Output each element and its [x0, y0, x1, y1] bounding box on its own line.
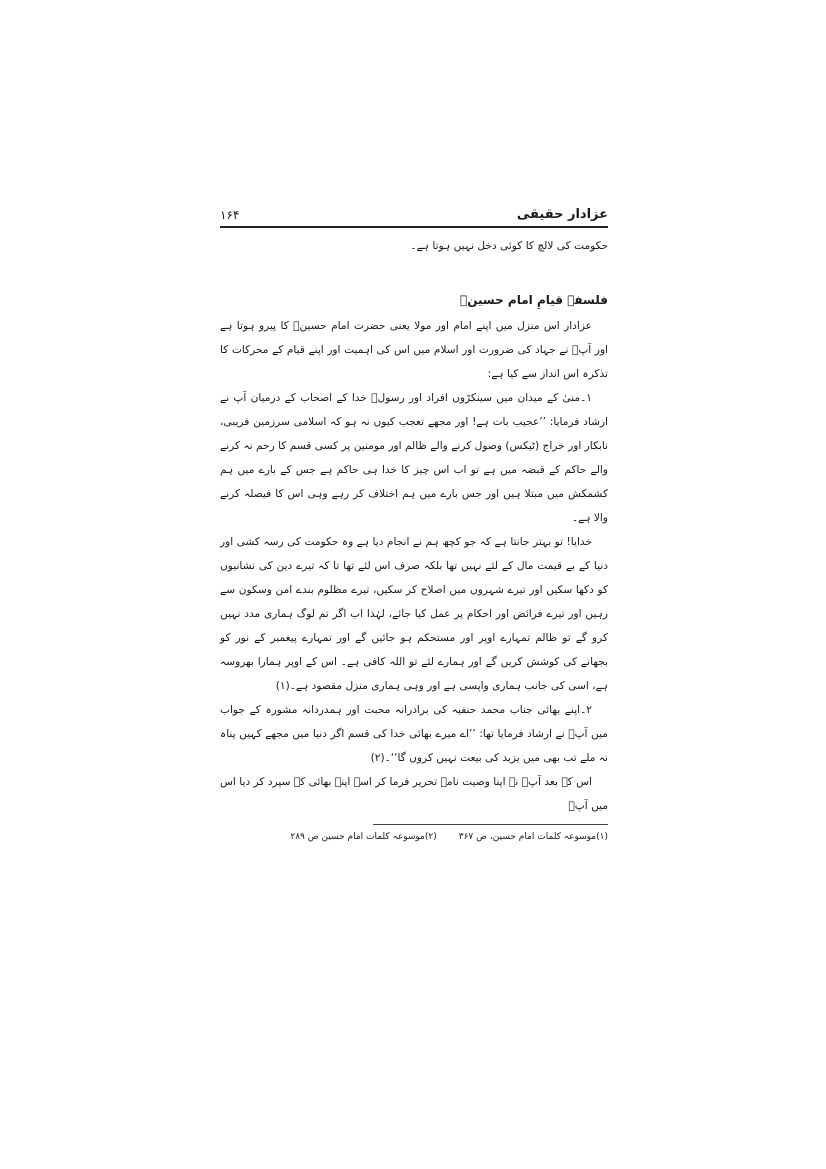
section-heading: فلسفۂ قیامِ امام حسینؑ	[460, 293, 608, 307]
continuation-line: حکومت کی لالچ کا کوئی دخل نہیں ہوتا ہے۔	[410, 240, 608, 252]
quote-paragraph-2: ۲۔اپنے بھائی جناب محمد حنفیہ کی برادرانہ محبت اور ہمدردانہ مشورہ کے جواب میں آپؑ نے ارشاد فرمایا تھا: ’’اے میرے بھائی خدا کی قسم اگر دنیا میں مجھے کہیں پناہ نہ ملے تب بھی میں یزید کی بیعت نہیں کروں گا‘‘۔(۲)	[220, 704, 608, 764]
footnotes	[220, 827, 608, 847]
closing-paragraph: اس کے بعد آپؑ نے اپنا وصیت نامہ تحریر فرما کر اسے اپنے بھائی کے سپرد کر دیا اس میں آپؑ	[220, 776, 608, 812]
page-number: ۱۶۴	[220, 208, 240, 222]
running-header	[220, 200, 608, 228]
intro-paragraph: عزادار اس منزل میں اپنے امام اور مولا یعنی حضرت امام حسینؑ کا پیرو ہوتا ہے اور آپؑ نے جہاد کی ضرورت اور اسلام میں اس کی اہمیت اور اپنے قیام کے محرکات کا تذکرہ اس انداز سے کیا ہے:	[220, 320, 608, 380]
footnote-divider	[373, 824, 608, 825]
book-page	[220, 200, 608, 847]
quote-paragraph-1: ۱۔منیٰ کے میدان میں سینکڑوں افراد اور رسولؐ خدا کے اصحاب کے درمیان آپ نے ارشاد فرمایا: ’’عجیب بات ہے! اور مجھے تعجب کیوں نہ ہو کہ اسلامی سرزمین فریبی، نابکار اور خراج (ٹیکس) وصول کرنے والے ظالم اور مومنین پر کسی قسم کا رحم نہ کرنے والے حاکم کے قبضہ میں ہے تو اب اس چیز کا خدا ہی حاکم ہے جس کے بارے میں ہم کشمکش میں مبتلا ہیں اور جس بارے میں ہم اختلاف کر رہے وہی اس کا فیصلہ کرنے والا ہے۔	[220, 392, 608, 524]
book-title: عزادار حقیقی	[516, 207, 608, 222]
footnote-1: (۱)موسوعہ کلمات امام حسین، ص ۳۶۷	[458, 832, 608, 842]
prayer-paragraph: خدایا! تو بہتر جانتا ہے کہ جو کچھ ہم نے انجام دیا ہے وہ حکومت کی رسہ کشی اور دنیا کے بے قیمت مال کے لئے نہیں تھا بلکہ صرف اس لئے تھا تا کہ تیرے دین کی نشانیوں کو دکھا سکیں اور تیرے شہروں میں اصلاح کر سکیں، تیرے مظلوم بندے امن وسکون سے رہیں اور تیرے فرائض اور احکام پر عمل کیا جائے، لہٰذا اب اگر تم لوگ ہماری مدد نہیں کرو گے تو ظالم تمہارے اوپر اور مستحکم ہو جائیں گے اور تمہارے پیغمبر کے نور کو بجھانے کی کوشش کریں گے اور ہمارے لئے تو اللہ کافی ہے۔ اس کے اوپر ہمارا بھروسہ ہے، اسی کی جانب ہماری واپسی ہے اور وہی ہماری منزل مقصود ہے۔(۱)	[220, 536, 608, 692]
footnote-2: (۲)موسوعہ کلمات امام حسین ص ۲۸۹	[290, 832, 437, 842]
